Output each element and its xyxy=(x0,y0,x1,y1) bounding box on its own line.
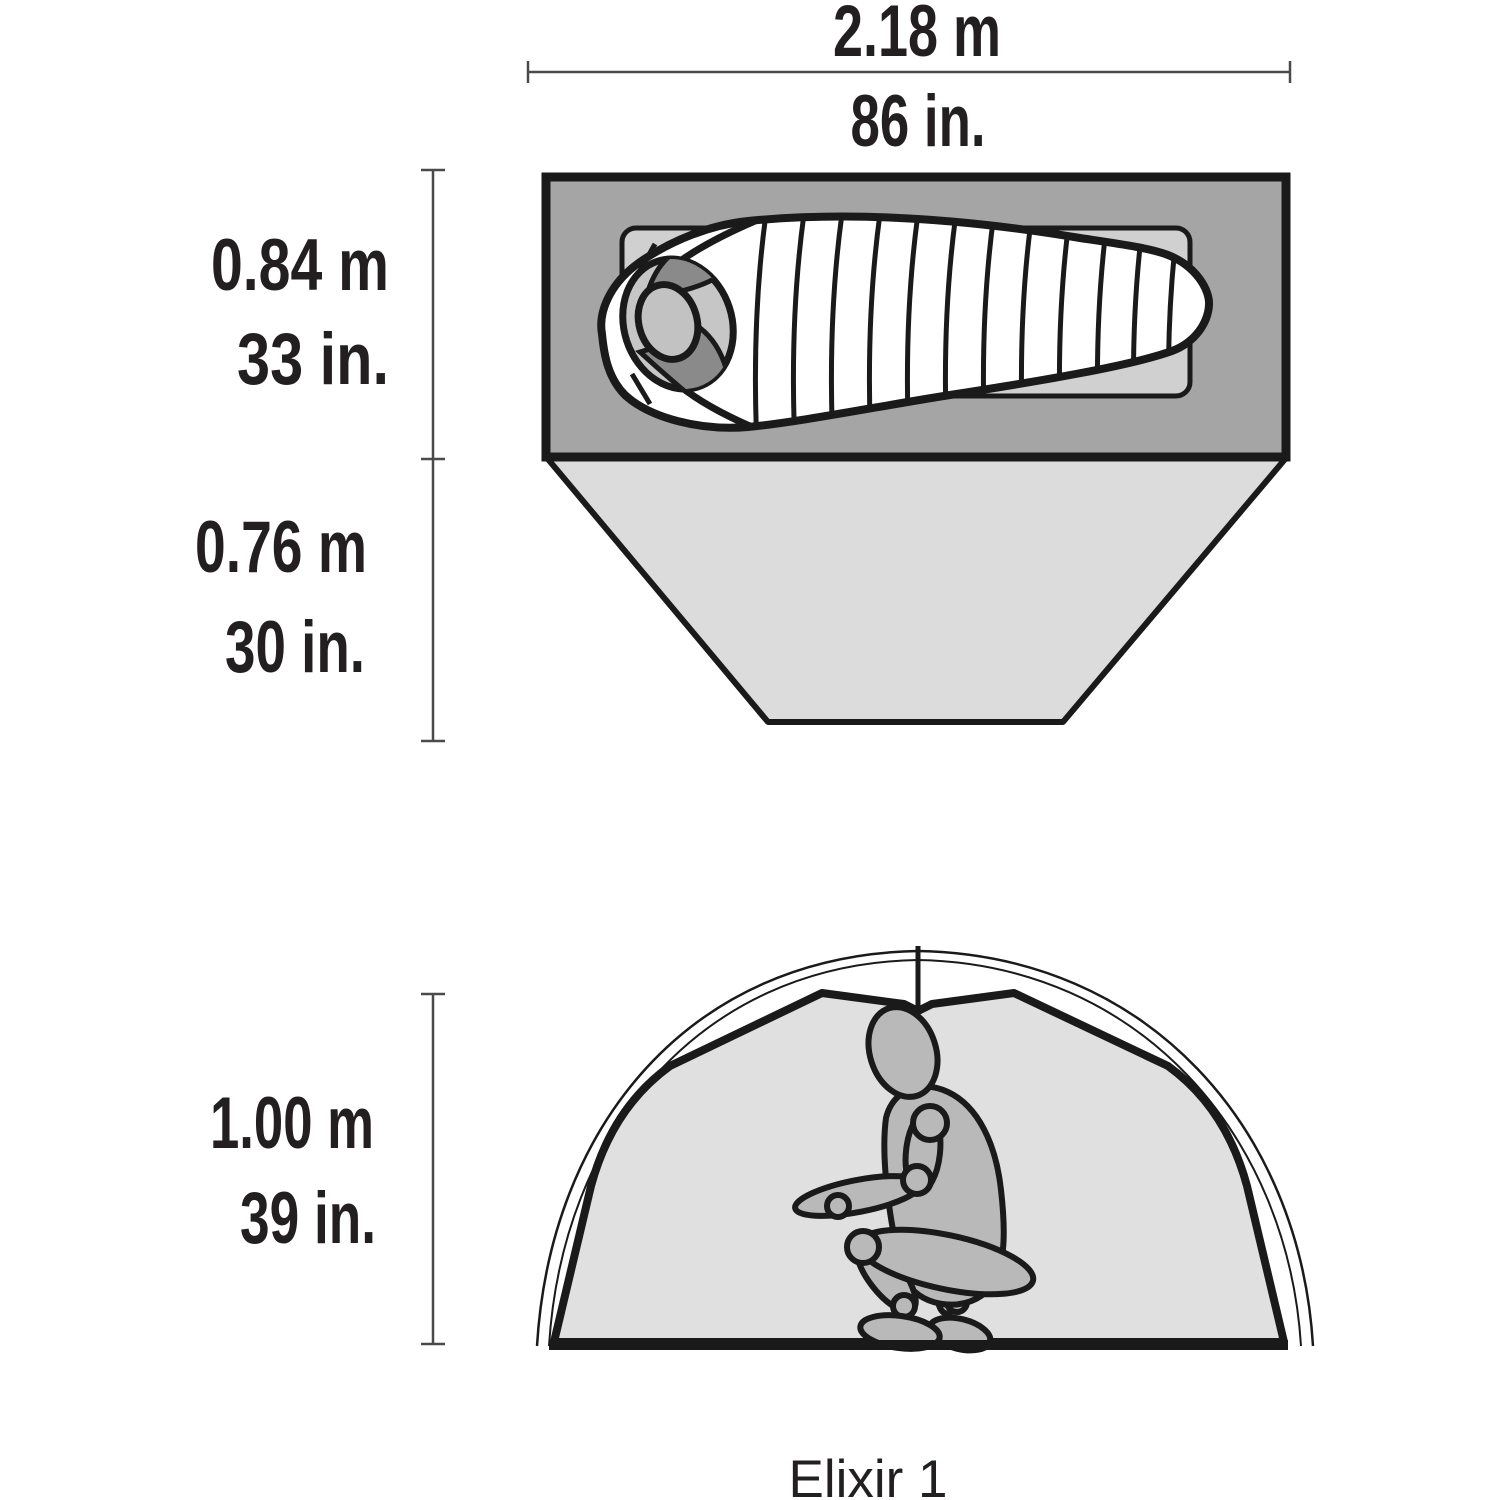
vestibule-outline xyxy=(547,458,1286,722)
figure-elbow-joint xyxy=(903,1166,931,1194)
vestibule-depth-label-imperial: 30 in. xyxy=(225,607,365,688)
floor-depth-label-metric: 0.84 m xyxy=(211,225,389,306)
figure-knee-joint xyxy=(847,1231,879,1263)
figure-shoulder-joint xyxy=(913,1106,947,1140)
width-label-metric: 2.18 m xyxy=(833,0,1001,72)
figure-wrist-joint xyxy=(827,1195,849,1217)
height-label-metric: 1.00 m xyxy=(210,1083,374,1164)
cross-section-side-view xyxy=(537,946,1313,1356)
height-label-imperial: 39 in. xyxy=(240,1178,376,1259)
product-name-caption: Elixir 1 xyxy=(788,1450,948,1500)
height-dimension-line xyxy=(421,994,445,1344)
depth-dimension-line xyxy=(421,170,445,741)
vestibule-depth-label-metric: 0.76 m xyxy=(195,507,367,588)
width-label-imperial: 86 in. xyxy=(850,81,986,162)
floor-plan-top-view xyxy=(546,177,1286,722)
floor-depth-label-imperial: 33 in. xyxy=(237,319,389,400)
